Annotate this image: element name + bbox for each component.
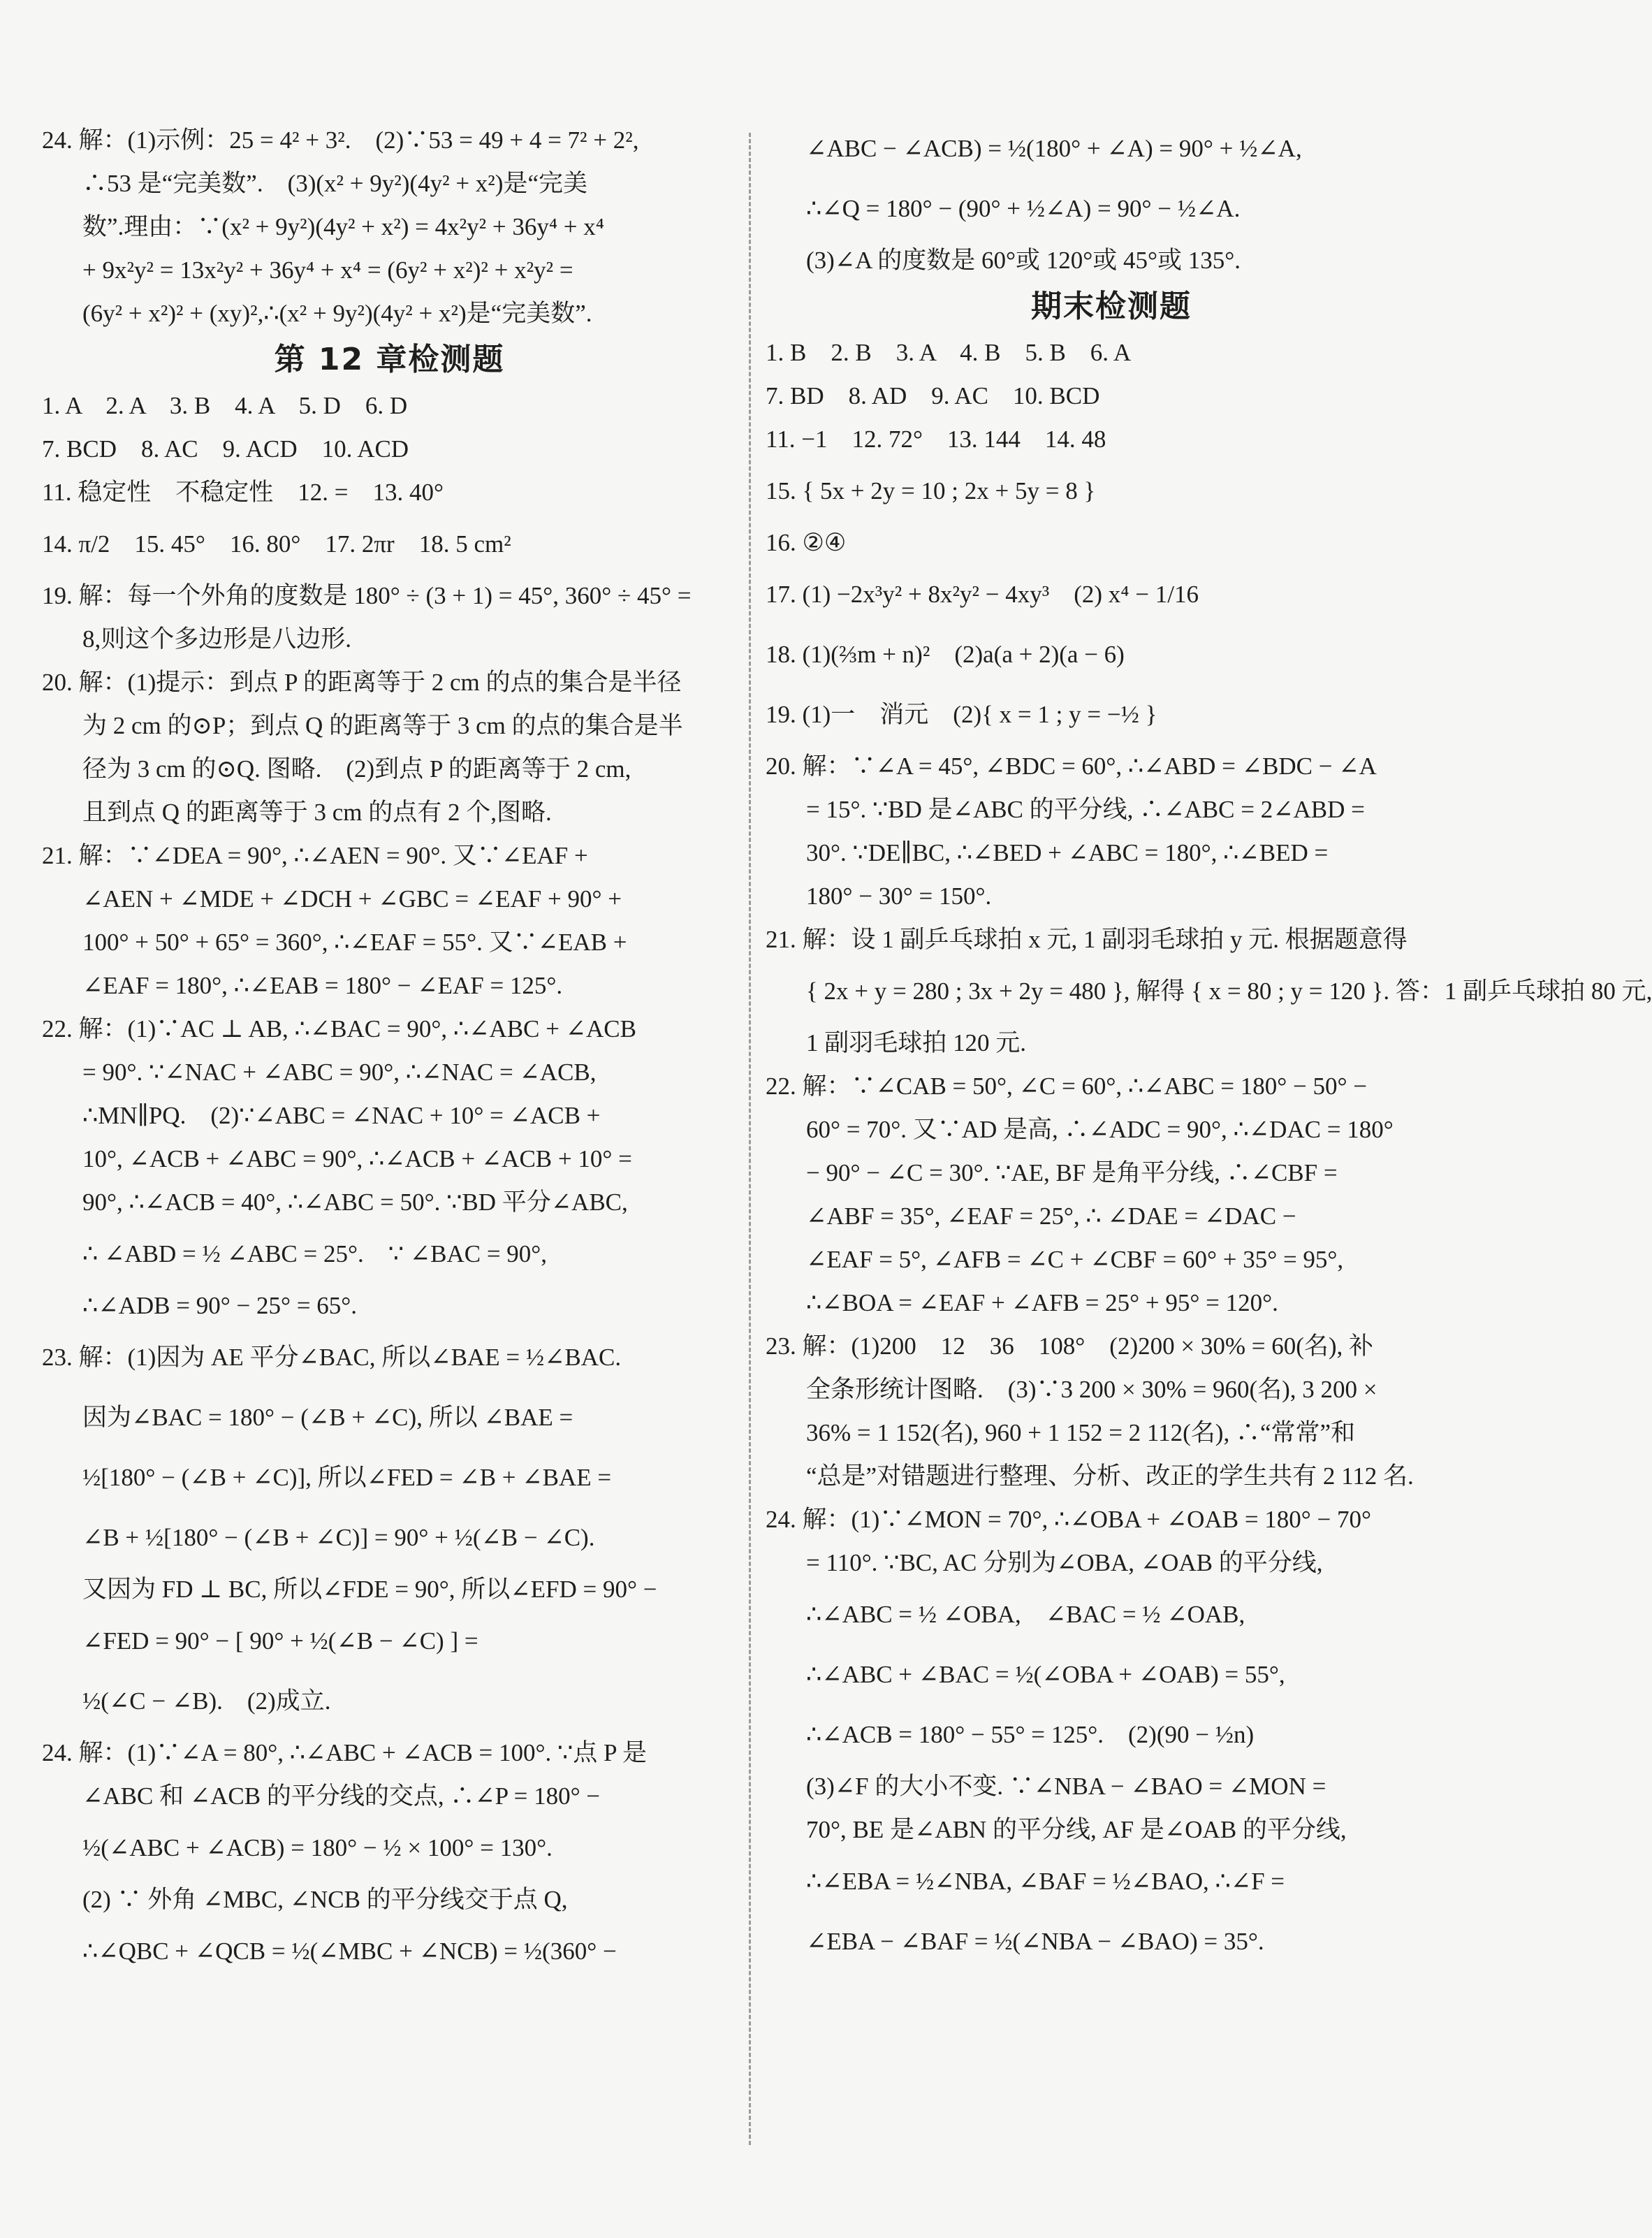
left-answer-line: 24. 解：(1)示例：25 = 4² + 3². (2)∵53 = 49 + 4 = 7² + 2²,: [42, 126, 639, 154]
right-answer-line: 21. 解：设 1 副乒乓球拍 x 元, 1 副羽毛球拍 y 元. 根据题意得: [766, 926, 1408, 953]
right-answer-line: ∴∠BOA = ∠EAF + ∠AFB = 25° + 95° = 120°.: [806, 1289, 1278, 1316]
left-answer-line: 10°, ∠ACB + ∠ABC = 90°, ∴∠ACB + ∠ACB + 10° =: [82, 1145, 632, 1172]
left-answer-line: ∠FED = 90° − [ 90° + ½(∠B − ∠C) ] =: [82, 1627, 478, 1655]
right-answer-line: (3)∠F 的大小不变. ∵∠NBA − ∠BAO = ∠MON =: [806, 1773, 1326, 1800]
right-answer-line: ∴∠ACB = 180° − 55° = 125°. (2)(90 − ½n): [806, 1721, 1255, 1748]
left-answer-line: 又因为 FD ⊥ BC, 所以∠FDE = 90°, 所以∠EFD = 90° −: [82, 1576, 657, 1603]
left-answer-line: 23. 解：(1)因为 AE 平分∠BAC, 所以∠BAE = ½∠BAC.: [42, 1344, 622, 1371]
right-answer-line: ∠ABC − ∠ACB) = ½(180° + ∠A) = 90° + ½∠A,: [806, 135, 1302, 162]
left-answer-line: 8,则这个多边形是八边形.: [82, 625, 352, 653]
right-answer-line: 11. −1 12. 72° 13. 144 14. 48: [766, 426, 1106, 453]
right-answer-line: 36% = 1 152(名), 960 + 1 152 = 2 112(名), ∴“常常”和: [806, 1419, 1356, 1446]
left-answer-line: 7. BCD 8. AC 9. ACD 10. ACD: [42, 435, 409, 463]
right-answer-line: ∠ABF = 35°, ∠EAF = 25°, ∴ ∠DAE = ∠DAC −: [806, 1202, 1296, 1230]
left-answer-line: + 9x²y² = 13x²y² + 36y⁴ + x⁴ = (6y² + x²)² + x²y² =: [82, 256, 573, 284]
right-answer-line: 20. 解：∵∠A = 45°, ∠BDC = 60°, ∴∠ABD = ∠BDC − ∠A: [766, 753, 1377, 780]
right-answer-line: 16. ②④: [766, 529, 847, 556]
right-answer-line: 7. BD 8. AD 9. AC 10. BCD: [766, 382, 1100, 409]
left-answer-line: ∴ ∠ABD = ½ ∠ABC = 25°. ∵ ∠BAC = 90°,: [82, 1240, 548, 1267]
right-answer-line: − 90° − ∠C = 30°. ∵AE, BF 是角平分线, ∴∠CBF =: [806, 1159, 1338, 1186]
left-answer-line: 14. π/2 15. 45° 16. 80° 17. 2πr 18. 5 cm²: [42, 530, 511, 558]
left-answer-line: 径为 3 cm 的⊙Q. 图略. (2)到点 P 的距离等于 2 cm,: [82, 755, 631, 783]
right-answer-line: ∴∠ABC = ½ ∠OBA, ∠BAC = ½ ∠OAB,: [806, 1601, 1245, 1628]
left-column: [42, 119, 737, 1982]
column-divider: [749, 133, 751, 2145]
right-answer-line: 1. B 2. B 3. A 4. B 5. B 6. A: [766, 339, 1132, 366]
right-answer-line: 180° − 30° = 150°.: [806, 882, 992, 910]
right-answer-line: 22. 解：∵∠CAB = 50°, ∠C = 60°, ∴∠ABC = 180° − 50° −: [766, 1073, 1367, 1100]
right-answer-line: 23. 解：(1)200 12 36 108° (2)200 × 30% = 60(名), 补: [766, 1332, 1374, 1360]
right-answer-line: ∴∠EBA = ½∠NBA, ∠BAF = ½∠BAO, ∴∠F =: [806, 1868, 1285, 1895]
right-answer-line: 60° = 70°. 又∵AD 是高, ∴∠ADC = 90°, ∴∠DAC = 180°: [806, 1116, 1394, 1143]
left-answer-line: ½[180° − (∠B + ∠C)], 所以∠FED = ∠B + ∠BAE =: [82, 1464, 612, 1491]
left-answer-line: 21. 解：∵∠DEA = 90°, ∴∠AEN = 90°. 又∵∠EAF +: [42, 842, 588, 869]
left-answer-line: 因为∠BAC = 180° − (∠B + ∠C), 所以 ∠BAE =: [82, 1404, 573, 1431]
right-answer-line: “总是”对错题进行整理、分析、改正的学生共有 2 112 名.: [806, 1462, 1414, 1490]
left-answer-line: ∠B + ½[180° − (∠B + ∠C)] = 90° + ½(∠B − ∠C).: [82, 1524, 595, 1551]
left-answer-line: 数”.理由：∵(x² + 9y²)(4y² + x²) = 4x²y² + 36y⁴ + x⁴: [82, 213, 604, 240]
left-answer-line: 24. 解：(1)∵∠A = 80°, ∴∠ABC + ∠ACB = 100°. ∵点 P 是: [42, 1739, 647, 1766]
left-answer-line: = 90°. ∵∠NAC + ∠ABC = 90°, ∴∠NAC = ∠ACB,: [82, 1059, 597, 1086]
right-answer-line: ∠EBA − ∠BAF = ½(∠NBA − ∠BAO) = 35°.: [806, 1928, 1264, 1955]
right-answer-line: 15. { 5x + 2y = 10 ; 2x + 5y = 8 }: [766, 477, 1096, 504]
left-answer-line: 且到点 Q 的距离等于 3 cm 的点有 2 个,图略.: [82, 799, 552, 826]
right-section-heading: 期末检测题: [1031, 289, 1192, 324]
right-answer-line: ∴∠ABC + ∠BAC = ½(∠OBA + ∠OAB) = 55°,: [806, 1661, 1285, 1688]
left-section-heading: 第 12 章检测题: [274, 342, 505, 377]
right-answer-line: ∠EAF = 5°, ∠AFB = ∠C + ∠CBF = 60° + 35° = 95°,: [806, 1246, 1344, 1273]
left-answer-line: 19. 解：每一个外角的度数是 180° ÷ (3 + 1) = 45°, 360° ÷ 45° =: [42, 582, 692, 609]
right-answer-line: { 2x + y = 280 ; 3x + 2y = 480 }, 解得 { x = 80 ; y = 120 }. 答：1 副乒乓球拍 80 元,: [806, 978, 1652, 1005]
left-answer-line: ∠AEN + ∠MDE + ∠DCH + ∠GBC = ∠EAF + 90° +: [82, 885, 622, 913]
left-answer-line: ∴∠ADB = 90° − 25° = 65°.: [82, 1292, 357, 1319]
right-answer-line: (3)∠A 的度数是 60°或 120°或 45°或 135°.: [806, 247, 1241, 274]
left-answer-line: 为 2 cm 的⊙P；到点 Q 的距离等于 3 cm 的点的集合是半: [82, 712, 683, 739]
right-answer-line: = 15°. ∵BD 是∠ABC 的平分线, ∴∠ABC = 2∠ABD =: [806, 796, 1365, 823]
right-answer-line: 全条形统计图略. (3)∵3 200 × 30% = 960(名), 3 200 ×: [806, 1376, 1377, 1403]
left-answer-line: (6y² + x²)² + (xy)²,∴(x² + 9y²)(4y² + x²)是“完美数”.: [82, 300, 592, 327]
left-answer-line: 100° + 50° + 65° = 360°, ∴∠EAF = 55°. 又∵∠EAB +: [82, 929, 627, 956]
left-answer-line: 22. 解：(1)∵AC ⊥ AB, ∴∠BAC = 90°, ∴∠ABC + ∠ACB: [42, 1015, 636, 1042]
left-answer-line: 1. A 2. A 3. B 4. A 5. D 6. D: [42, 392, 408, 419]
right-answer-line: 18. (1)(⅔m + n)² (2)a(a + 2)(a − 6): [766, 641, 1125, 668]
right-answer-line: 70°, BE 是∠ABN 的平分线, AF 是∠OAB 的平分线,: [806, 1816, 1347, 1843]
right-answer-line: 30°. ∵DE∥BC, ∴∠BED + ∠ABC = 180°, ∴∠BED =: [806, 839, 1329, 866]
left-answer-line: 11. 稳定性 不稳定性 12. = 13. 40°: [42, 479, 444, 506]
right-answer-line: 1 副羽毛球拍 120 元.: [806, 1029, 1027, 1056]
right-answer-line: 19. (1)一 消元 (2){ x = 1 ; y = −½ }: [766, 701, 1157, 728]
left-answer-line: ½(∠C − ∠B). (2)成立.: [82, 1687, 331, 1715]
right-answer-line: 17. (1) −2x³y² + 8x²y² − 4xy³ (2) x⁴ − 1/16: [766, 581, 1199, 608]
left-answer-line: 90°, ∴∠ACB = 40°, ∴∠ABC = 50°. ∵BD 平分∠ABC,: [82, 1189, 628, 1216]
left-answer-line: ∴53 是“完美数”. (3)(x² + 9y²)(4y² + x²)是“完美: [82, 170, 587, 197]
left-answer-line: ∴MN∥PQ. (2)∵∠ABC = ∠NAC + 10° = ∠ACB +: [82, 1102, 601, 1129]
left-answer-line: ∠ABC 和 ∠ACB 的平分线的交点, ∴∠P = 180° −: [82, 1782, 601, 1810]
right-answer-line: = 110°. ∵BC, AC 分别为∠OBA, ∠OAB 的平分线,: [806, 1549, 1323, 1576]
right-column: [766, 119, 1652, 1972]
left-answer-line: (2) ∵ 外角 ∠MBC, ∠NCB 的平分线交于点 Q,: [82, 1886, 568, 1913]
right-answer-line: ∴∠Q = 180° − (90° + ½∠A) = 90° − ½∠A.: [806, 195, 1241, 222]
right-answer-line: 24. 解：(1)∵∠MON = 70°, ∴∠OBA + ∠OAB = 180° − 70°: [766, 1506, 1372, 1533]
left-answer-line: ∠EAF = 180°, ∴∠EAB = 180° − ∠EAF = 125°.: [82, 972, 563, 999]
left-answer-line: 20. 解：(1)提示：到点 P 的距离等于 2 cm 的点的集合是半径: [42, 669, 682, 696]
left-answer-line: ½(∠ABC + ∠ACB) = 180° − ½ × 100° = 130°.: [82, 1834, 553, 1861]
left-answer-line: ∴∠QBC + ∠QCB = ½(∠MBC + ∠NCB) = ½(360° −: [82, 1938, 617, 1965]
